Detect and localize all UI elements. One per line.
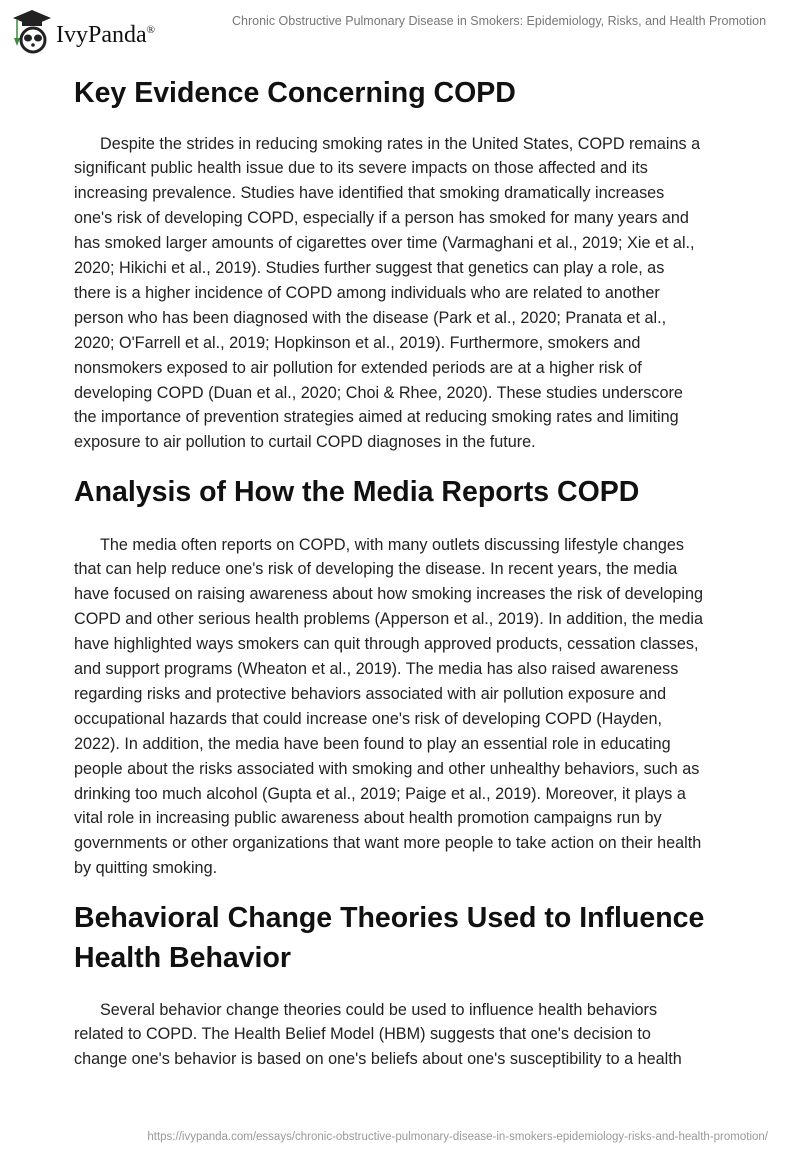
paragraph-behavioral-theories bbox=[74, 998, 682, 1073]
text-line: have focused on raising awareness about how smoking increases the risk of developing bbox=[74, 585, 703, 604]
text-line: related to COPD. The Health Belief Model (HBM) suggests that one's decision to bbox=[74, 1025, 651, 1044]
text-line: regarding risks and protective behaviors associated with air pollution exposure and bbox=[74, 684, 667, 703]
source-url[interactable]: https://ivypanda.com/essays/chronic-obstructive-pulmonary-disease-in-smokers-epidemiology-risks-and-health-promotion/ bbox=[147, 1131, 768, 1143]
text-line: drinking too much alcohol (Gupta et al., 2019; Paige et al., 2019). Moreover, it plays a bbox=[74, 784, 686, 803]
heading-media-reports: Analysis of How the Media Reports COPD bbox=[74, 476, 640, 508]
text-line: COPD and other serious health problems (Apperson et al., 2019). In addition, the media bbox=[74, 610, 703, 629]
text-line: change one's behavior is based on one's beliefs about one's susceptibility to a health bbox=[74, 1050, 682, 1069]
text-line: by quitting smoking. bbox=[74, 859, 218, 878]
text-line: The media often reports on COPD, with many outlets discussing lifestyle changes bbox=[100, 535, 684, 554]
text-line: governments or other organizations that want more people to take action on their health bbox=[74, 834, 702, 853]
text-line: 2022). In addition, the media have been found to play an essential role in educating bbox=[74, 734, 671, 753]
logo-text: IvyPanda® bbox=[56, 21, 156, 48]
text-line: there is a higher incidence of COPD among individuals who are related to another bbox=[74, 283, 660, 302]
paragraph-media-reports bbox=[74, 533, 703, 882]
text-line: people about the risks associated with smoking and other unhealthy behaviors, such as bbox=[74, 759, 700, 778]
document-title: Chronic Obstructive Pulmonary Disease in Smokers: Epidemiology, Risks, and Health Promotion bbox=[232, 14, 767, 28]
text-line: vital role in increasing public awareness about health promotion campaigns run by bbox=[74, 809, 662, 828]
text-line: have highlighted ways smokers can quit through approved products, cessation classes, bbox=[74, 635, 699, 654]
text-line: one's risk of developing COPD, especially if a person has smoked for many years and bbox=[74, 209, 689, 228]
heading-key-evidence: Key Evidence Concerning COPD bbox=[74, 77, 516, 109]
text-line: nonsmokers exposed to air pollution for extended periods are at a higher risk of bbox=[74, 358, 642, 377]
text-line: significant public health issue due to its severe impacts on those affected and its bbox=[74, 159, 648, 178]
text-line: and support programs (Wheaton et al., 2019). The media has also raised awareness bbox=[74, 660, 679, 679]
text-line: occupational hazards that could increase one's risk of developing COPD (Hayden, bbox=[74, 709, 662, 728]
paragraph-key-evidence bbox=[74, 132, 700, 456]
text-line: that can help reduce one's risk of developing the disease. In recent years, the media bbox=[74, 560, 678, 579]
text-line: the importance of prevention strategies aimed at reducing smoking rates and limiting bbox=[74, 408, 679, 427]
text-line: exposure to air pollution to curtail COPD diagnoses in the future. bbox=[74, 433, 536, 452]
text-line: developing COPD (Duan et al., 2020; Choi & Rhee, 2020). These studies underscore bbox=[74, 383, 683, 402]
text-line: increasing prevalence. Studies have identified that smoking dramatically increases bbox=[74, 184, 665, 203]
text-line: 2020; Hikichi et al., 2019). Studies further suggest that genetics can play a role, as bbox=[74, 259, 665, 278]
heading-behavioral-theories: Behavioral Change Theories Used to Influence Health Behavior bbox=[74, 902, 705, 974]
panda-graduate-icon bbox=[12, 8, 52, 54]
ivypanda-logo[interactable] bbox=[12, 8, 155, 54]
text-line: Several behavior change theories could be used to influence health behaviors bbox=[100, 1000, 658, 1019]
text-line: has smoked larger amounts of cigarettes over time (Varmaghani et al., 2019; Xie et al., bbox=[74, 234, 695, 253]
text-line: person who has been diagnosed with the disease (Park et al., 2020; Pranata et al., bbox=[74, 308, 667, 327]
text-line: Despite the strides in reducing smoking rates in the United States, COPD remains a bbox=[100, 134, 701, 153]
text-line: 2020; O'Farrell et al., 2019; Hopkinson et al., 2019). Furthermore, smokers and bbox=[74, 333, 641, 352]
